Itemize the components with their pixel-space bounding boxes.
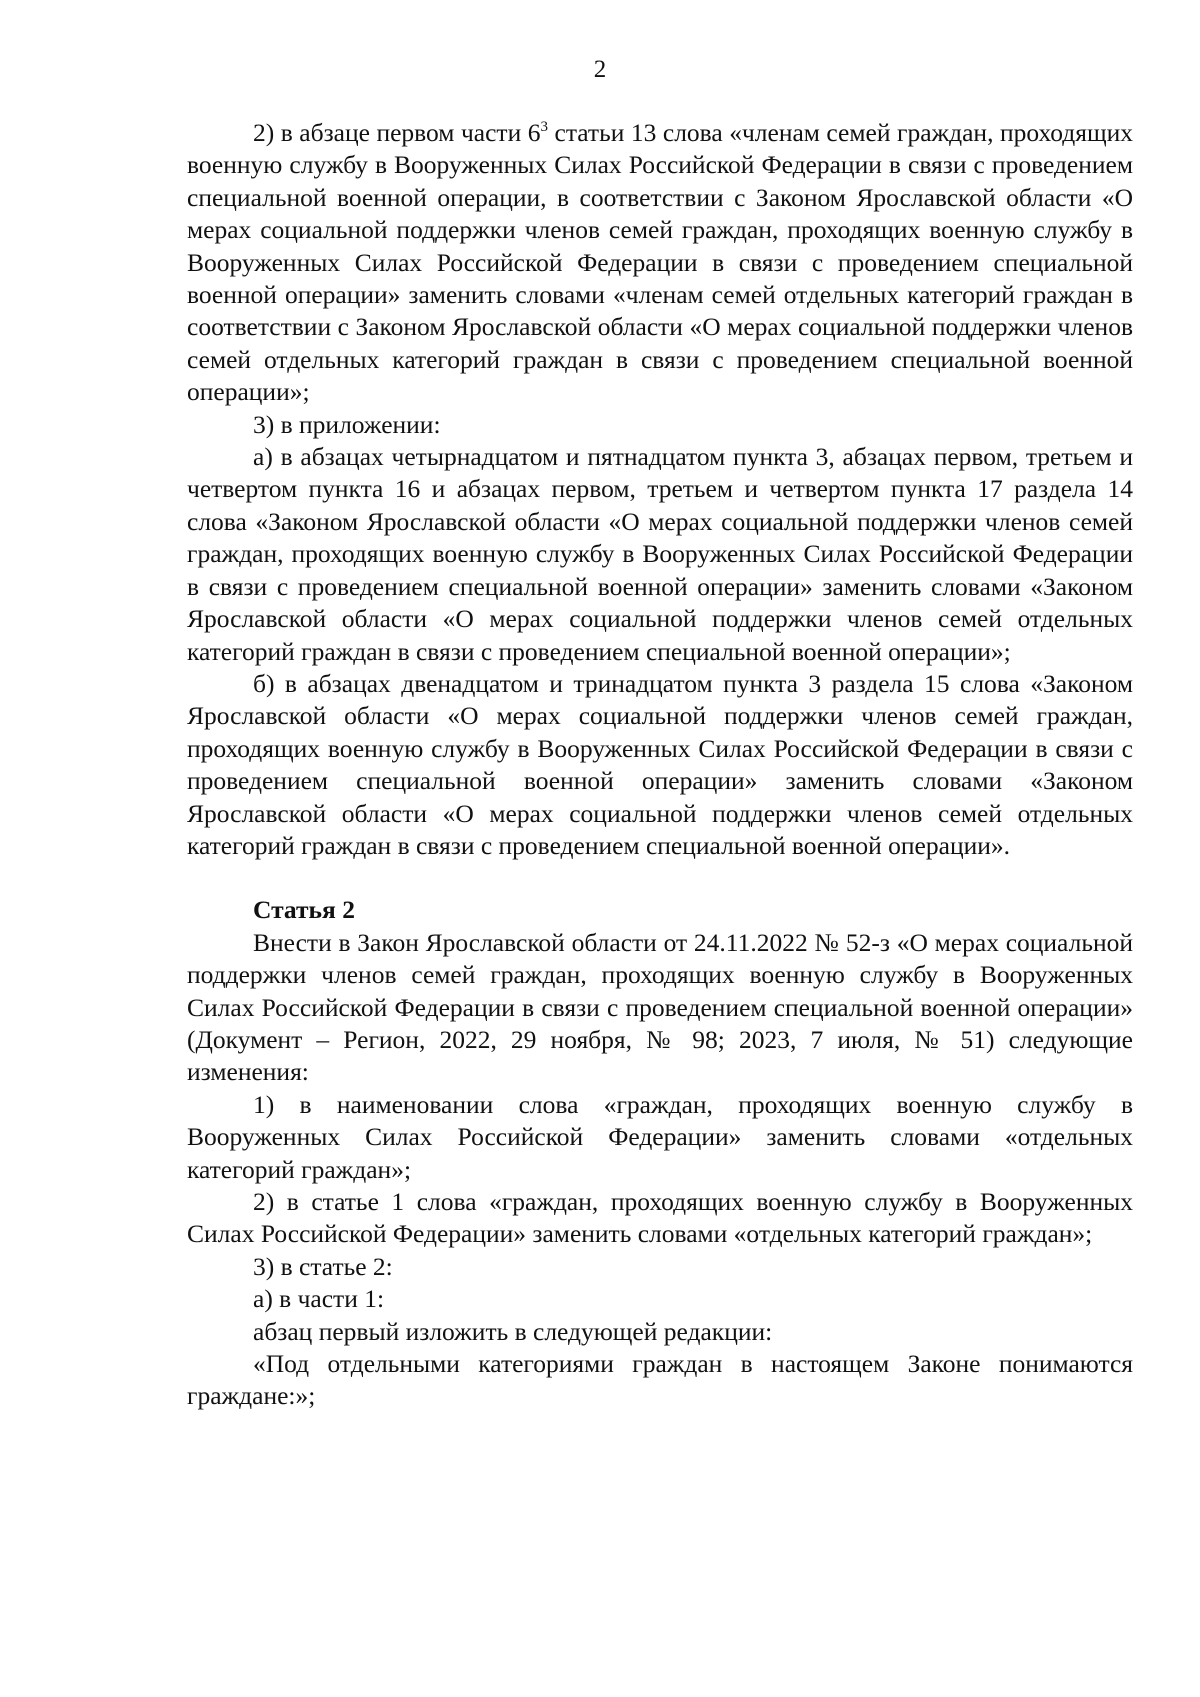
paragraph-subitem-a: а) в абзацах четырнадцатом и пятнадцатом пункта 3, абзацах первом, третьем и четвертом пункта 16 и абзацах первом, третьем и четвертом пункта 17 раздела 14 слова «Законом Ярославской области «О мерах социальной поддержки членов семей граждан, проходящих военную службу в Вооруженных Силах Российской Федерации в связи с проведением специальной военной операции» заменить словами «Законом Ярославской области «О мерах социальной поддержки членов семей отдельных категорий граждан в связи с проведением специальной военной операции»; xyxy=(187,442,1133,666)
article-2-new-text: «Под отдельными категориями граждан в настоящем Законе понимаются граждане:»; xyxy=(187,1349,1133,1411)
article-2-instruction: абзац первый изложить в следующей редакции: xyxy=(253,1316,773,1346)
paragraph-item-3: 3) в приложении: xyxy=(253,409,441,439)
paragraph-text: статьи 13 слова «членам семей граждан, проходящих военную службу в Вооруженных Силах Российской Федерации в связи с проведением специальной военной операции, в соответствии с Законом Ярославской области «О мерах социальной поддержки членов семей граждан, проходящих военную службу в Вооруженных Силах Российской Федерации в связи с проведением специальной военной операции» заменить словами «членам семей отдельных категорий граждан в соответствии с Законом Ярославской области «О мерах социальной поддержки членов семей отдельных категорий граждан в связи с проведением специальной военной операции»; xyxy=(187,118,1134,407)
superscript: 3 xyxy=(540,119,548,135)
article-2-item-2: 2) в статье 1 слова «граждан, проходящих военную службу в Вооруженных Силах Российской Федерации» заменить словами «отдельных категорий граждан»; xyxy=(187,1187,1133,1249)
article-2-item-1: 1) в наименовании слова «граждан, проходящих военную службу в Вооруженных Силах Российской Федерации» заменить словами «отдельных категорий граждан»; xyxy=(187,1089,1133,1184)
article-2-heading: Статья 2 xyxy=(253,895,355,925)
page-number: 2 xyxy=(593,56,607,83)
article-2-item-3: 3) в статье 2: xyxy=(253,1251,393,1281)
paragraph-text: 2) в абзаце первом части 6 xyxy=(253,118,541,147)
paragraph-item-2 xyxy=(187,117,1133,409)
article-2-subitem-a: а) в части 1: xyxy=(253,1284,385,1314)
paragraph-subitem-b: б) в абзацах двенадцатом и тринадцатом пункта 3 раздела 15 слова «Законом Ярославской области «О мерах социальной поддержки членов семей граждан, проходящих военную службу в Вооруженных Силах Российской Федерации в связи с проведением специальной военной операции» заменить словами «Законом Ярославской области «О мерах социальной поддержки членов семей отдельных категорий граждан в связи с проведением специальной военной операции». xyxy=(187,668,1133,860)
document-body xyxy=(187,117,1133,1413)
article-2-intro: Внести в Закон Ярославской области от 24.11.2022 № 52-з «О мерах социальной поддержки членов семей граждан, проходящих военную службу в Вооруженных Силах Российской Федерации в связи с проведением специальной военной операции» (Документ – Регион, 2022, 29 ноября, № 98; 2023, 7 июля, № 51) следующие изменения: xyxy=(187,927,1133,1087)
